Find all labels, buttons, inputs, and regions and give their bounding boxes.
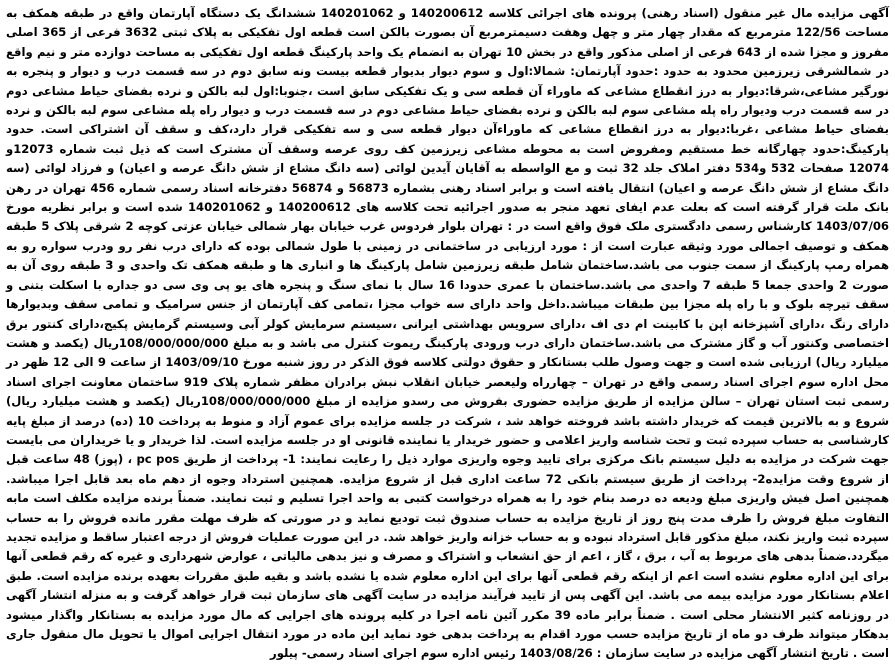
auction-notice-text: آگهی مزایده مال غیر منقول (اسناد رهنی) پرونده های اجرائی کلاسه 140200612 و 140201062 ششدانگ یک دستگاه آپارتمان واقع در طبقه همکف به مساحت 122/56 مترمربع که مقدار چهار متر و چهل وهفت دسیمترمربع آن بصورت بالکن است قطعه اول تفکیکی به پلاک ثبتی 3632 فرعی از 365 اصلی مفروز و مجزا شده از 643 فرعی از اصلی مذکور واقع در بخش 10 تهران به انضمام یک واحد پارکینگ قطعه اول تفکیکی به مساحت دوازده متر و نیم واقع در شمالشرقی زیرزمین محدود به حدود :حدود آپارتمان: شمالا:اول و سوم دیوار بدیوار قطعه بیست ونه سابق دوم در سه قسمت درب و دیوار و پنجره به نورگیر مشاعی،شرقا:دیوار به درز انقطاع مشاعی که ماوراء آن قطعه سی و یک تفکیکی سابق است ،جنوبا:اول لبه بالکن و نرده بفضای حیاط مشاعی دوم در سه قسمت درب ودیوار راه پله مشاعی سوم لبه بالکن و نرده بفضای حیاط مشاعی دوم در سه قسمت درب و دیوار راه پله مشاعی سوم لبه بالکن و نرده بفضای حیاط مشاعی ،غربا:دیوار به درز انقطاع مشاعی که ماوراءآن دیوار قطعه سی و سه تفکیکی قرار دارد،کف و سقف آن اشتراکی است. حدود پارکینگ:حدود چهارگانه خط مستقیم ومفروض است به محوطه مشاعی زیرزمین کف روی عرصه وسقف آن مشترک است که ذیل ثبت شماره 12073و 12074 صفحات 532 و534 دفتر املاک جلد 32 ثبت و مع الواسطه به آقایان آیدین لوائی (سه دانگ مشاع از شش دانگ عرصه و اعیان) و فرزاد لوائی (سه دانگ مشاع از شش دانگ عرصه و اعیان) انتقال یافته است و برابر اسناد رهنی بشماره 56873 و 56874 دفترخانه اسناد رسمی شماره 456 تهران در رهن بانک ملت قرار گرفته است که بعلت عدم ایفای تعهد منجر به صدور اجرائیه تحت کلاسه های 140200612 و 140201062 شده است و برابر نظریه مورخ 1403/07/06 کارشناس رسمی دادگستری ملک فوق واقع است در : تهران بلوار فردوس غرب خیابان بهار شمالی خیابان عزتی کوچه 2 شرقی پلاک 5 طبقه همکف و توصیف اجمالی مورد وثیقه عبارت است از : مورد ارزیابی در ساختمانی در زمینی با طول شمالی بوده که دارای درب نفر رو ودرب سواره رو به همراه رمپ پارکینگ از سمت جنوب می باشد.ساختمان شامل طبقه زیرزمین شامل پارکینگ ها و انباری ها و طبقه همکف تک واحدی و 3 طبقه روی آن به صورت 2 واحدی جمعا 5 طبقه 7 واحدی می باشد.ساختمان با عمری حدودا 16 سال با نمای سنگ و پنجره های یو پی وی سی دو جداره با اسکلت بتنی و سقف تیرچه بلوک و با راه پله مجزا بین طبقات میباشد.داخل واحد دارای سه خواب مجزا ،تمامی کف آپارتمان از جنس سرامیک و تمامی سقف وبدیوارها دارای رنگ ،دارای آشپزخانه اپن با کابینت ام دی اف ،دارای سرویس بهداشتی ایرانی ،سیستم سرمایش کولر آبی وسیستم گرمایش پکیج،دارای کنتور برق اختصاصی وکنتور آب و گاز مشترک می باشد.ساختمان دارای درب ورودی پارکینگ ریموت کنترل می باشد و به مبلغ 108/000/000/000ریال (یکصد و هشت میلیارد ریال) ارزیابی شده است و جهت وصول طلب بستانکار و حقوق دولتی کلاسه فوق الذکر در روز شنبه مورخ 1403/09/10 از ساعت 9 الی 12 ظهر در محل اداره سوم اجرای اسناد رسمی واقع در تهران – چهارراه ولیعصر خیابان انقلاب نبش برادران مظفر شماره پلاک 919 ساختمان معاونت اجرای اسناد رسمی ثبت استان تهران – سالن مزایده از طریق مزایده حضوری بفروش می رسدو مزایده از مبلغ 108/000/000/000ریال (یکصد و هشت میلیارد ریال) شروع و به بالاترین قیمت که خریدار داشته باشد فروخته خواهد شد ، شرکت در جلسه مزایده برای عموم آزاد و منوط به پرداخت 10 (ده) درصد از مبلغ پایه کارشناسی به حساب سپرده ثبت و تحت شناسه واریز اعلامی و حضور خریدار یا نماینده قانونی او در جلسه مزایده است. لذا خریدار و یا خریداران می بایست جهت شرکت در مزایده به دلیل سیستم بانک مرکزی برای تایید وجوه واریزی موارد ذیل را رعایت نمایند: 1- پرداخت از طریق pc pos ، (پوز) 48 ساعت قبل از شروع وقت مزایده2- پرداخت از طریق سیستم بانکی 72 ساعت اداری قبل از شروع مزایده. همچنین استرداد وجوه از دهم ماه بعد قابل اجرا میباشد. همچنین اصل فیش واریزی مبلغ ودیعه ده درصد بنام خود را به همراه درخواست کتبی به واحد اجرا تسلیم و ثبت نمایند. ضمناً برنده مزایده مکلف است مابه التفاوت مبلغ فروش را ظرف مدت پنج روز از تاریخ مزایده به حساب صندوق ثبت تودیع نماید و در صورتی که ظرف مهلت مقرر مانده فروش را به حساب سپرده ثبت واریز نکند، مبلغ مذکور قابل استرداد نبوده و به حساب خزانه واریز خواهد شد. در این صورت عملیات فروش از درجه اعتبار ساقط و مزایده تجدید میگردد.ضمناً بدهی های مربوط به آب ، برق ، گاز ، اعم از حق انشعاب و اشتراک و مصرف و نیز بدهی مالیاتی ، عوارض شهرداری و غیره که رقم قطعی آنها برای این اداره معلوم نشده است اعم از اینکه رقم قطعی آنها برای این اداره معلوم شده یا نشده باشد و بقیه طبق مقررات بعهده برنده مزایده است. طبق اعلام بستانکار مورد مزایده بیمه می باشد. این آگهی پس از تایید فرآیند مزایده در سایت آگهی های سازمان ثبت قرار خواهد گرفت و به منزله انتشار آگهی در روزنامه کثیر الانتشار محلی است . ضمناً برابر ماده 39 مکرر آئین نامه اجرا در کلیه پرونده های اجرایی که مال مورد مزایده به بستانکار واگذار میشود بدهکار میتواند ظرف دو ماه از تاریخ مزایده حسب مورد اقدام به پرداخت بدهی خود نماید این ماده در مورد انتقال اجرایی اموال یا تحویل مال منقول جاری است . تاریخ انتشار آگهی مزایده در سایت سازمان : 1403/08/26 رئیس اداره سوم اجرای اسناد رسمی- پیلور bbox=[6, 6, 890, 661]
